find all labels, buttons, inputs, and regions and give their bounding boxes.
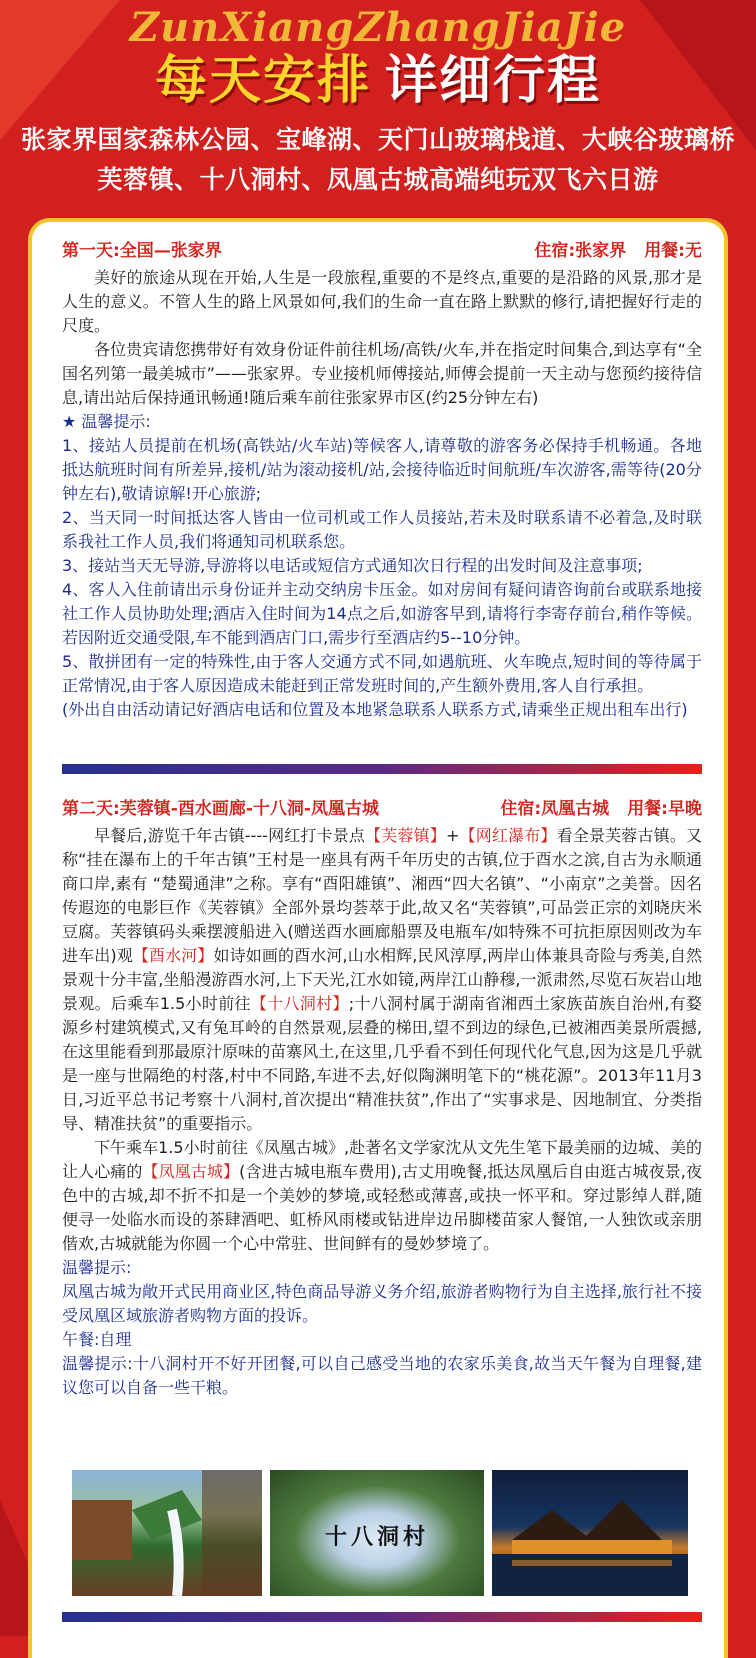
day1-tip-2: 2、当天同一时间抵达客人皆由一位司机或工作人员接站,若未及时联系请不必着急,及时联系我社工作人员,我们将通知司机联系您。	[62, 508, 702, 551]
photo-strip	[72, 1470, 688, 1596]
day1-header	[62, 236, 702, 264]
day2-header	[62, 794, 702, 822]
day1-tip-4: 4、客人入住前请出示身份证并主动交纳房卡压金。如对房间有疑问请咨询前台或联系地接社工作人员协助处理;酒店入住时间为14点之后,如游客早到,请将行李寄存前台,稍作等候。若因附近交通受限,车不能到酒店门口,需步行至酒店约5--10分钟。	[62, 580, 702, 647]
day2-morning-paragraph	[62, 824, 702, 1136]
day2-p2-text-a: 下午乘车1.5小时前往《凤凰古城》,赴著名文学家沈从文先生笔下最美丽的边城、美的让人心痛的	[62, 1138, 702, 1181]
day1-intro-paragraph: 美好的旅途从现在开始,人生是一段旅程,重要的不是终点,重要的是沿路的风景,那才是人生的意义。不管人生的路上风景如何,我们的生命一直在路上默默的修行,请把握好行走的尺度。	[62, 268, 702, 335]
day2-info	[500, 794, 702, 819]
title-yellow-part: 每天安排	[154, 51, 371, 111]
highlight-waterfall: 【网红瀑布】	[459, 826, 557, 845]
day1-tip-6: (外出自由活动请记好酒店电话和位置及本地紧急联系人联系方式,请乘坐正规出租车出行)	[62, 700, 688, 719]
title-white-part: 详细行程	[385, 51, 602, 111]
fenghuang-night-photo	[492, 1470, 688, 1596]
section-divider-2	[62, 1612, 702, 1622]
day2-p1-text-d: 如诗如画的酉水河,山水相辉,民风淳厚,两岸山体兼具奇险与秀美,自然景观十分丰富,坐船漫游酉水河,上下天光,江水如镜,两岸江山静穆,一派肃然,尽览石灰岩山地景观。后乘车1.5小时前往	[62, 946, 702, 1013]
day2-afternoon-paragraph	[62, 1136, 702, 1256]
day2-p1-text-e: ;十八洞村属于湖南省湘西土家族苗族自治州,有婺源乡村建筑模式,又有兔耳岭的自然景观,层叠的梯田,望不到边的绿色,已被湘西美景所震撼,在这里能看到那最原汁原味的苗寨风土,在这里,几乎看不到任何现代化气息,因为这是几乎就是一座与世隔绝的村落,村中不同路,车进不去,好似陶渊明笔下的“桃花源”。2013年11月3日,习近平总书记考察十八洞村,首次提出“精准扶贫”,作出了“实事求是、因地制宜、分类指导、精准扶贫”的重要指示。	[62, 994, 702, 1133]
day2-tips-text: 凤凰古城为敞开式民用商业区,特色商品导游义务介绍,旅游者购物行为自主选择,旅行社不接受凤凰区域旅游者购物方面的投诉。	[62, 1282, 702, 1325]
day2-stay: 住宿:凤凰古城	[500, 799, 610, 819]
highlight-furong-town: 【芙蓉镇】	[365, 826, 446, 845]
day1-info	[534, 236, 702, 261]
day2-title: 第二天:芙蓉镇-酉水画廊-十八洞-凤凰古城	[62, 799, 379, 819]
waterfall-illustration	[72, 1470, 262, 1596]
day2-lunch: 午餐:自理	[62, 1330, 132, 1349]
day2-p1-text-a: 早餐后,游览千年古镇----网红打卡景点	[94, 826, 366, 845]
night-town-illustration	[492, 1470, 688, 1596]
day1-arrival-paragraph: 各位贵宾请您携带好有效身份证件前往机场/高铁/火车,并在指定时间集合,到达享有“全国名列第一最美城市”——张家界。专业接机师傅接站,师傅会提前一天主动与您预约接待信息,请出站后保持通讯畅通!随后乘车前往张家界市区(约25分钟左右)	[62, 340, 702, 407]
day1-stay: 住宿:张家界	[534, 241, 627, 261]
highlight-youshui-river: 【酉水河】	[132, 946, 214, 965]
section-divider-1	[62, 764, 702, 774]
day2-tips-title: 温馨提示:	[62, 1258, 132, 1277]
day1-body	[62, 266, 702, 722]
furong-waterfall-photo	[72, 1470, 262, 1596]
subtitle-line-1: 张家界国家森林公园、宝峰湖、天门山玻璃栈道、大峡谷玻璃桥	[20, 125, 735, 154]
shibadong-caption: 十八洞村	[324, 1524, 429, 1550]
highlight-fenghuang: 【凤凰古城】	[142, 1162, 240, 1181]
day2-tips-2: 温馨提示:十八洞村开不好开团餐,可以自己感受当地的农家乐美食,故当天午餐为自理餐,建议您可以自备一些干粮。	[62, 1354, 702, 1397]
day1-tips-title: ★ 温馨提示:	[62, 412, 151, 431]
main-title	[0, 38, 756, 113]
day2-body	[62, 824, 702, 1400]
day2-p1-text-c: 看全景芙蓉古镇。又称“挂在瀑布上的千年古镇”王村是一座具有两千年历史的古镇,位于酉水之滨,自古为永顺通商口岸,素有 “楚蜀通津”之称。享有“酉阳雄镇”、湘西“四大名镇”、“小南京”之美誉。因名传遐迩的电影巨作《芙蓉镇》全部外景均荟萃于此,故又名“芙蓉镇”,可品尝正宗的刘晓庆米豆腐。芙蓉镇码头乘摆渡船进入(赠送酉水画廊船票及电瓶车/如特殊不可抗拒原因则改为车进车出)观	[62, 826, 702, 965]
day1-tip-5: 5、散拼团有一定的特殊性,由于客人交通方式不同,如遇航班、火车晚点,短时间的等待属于正常情况,由于客人原因造成未能赶到正常发班时间的,产生额外费用,客人自行承担。	[62, 652, 702, 695]
subtitle-line-2: 芙蓉镇、十八洞村、凤凰古城高端纯玩双飞六日游	[97, 165, 659, 194]
shibadong-village-photo	[270, 1470, 484, 1596]
highlight-shibadong-village: 【十八洞村】	[250, 994, 349, 1013]
decorative-pinyin-title: ZunXiangZhangJiaJie	[129, 4, 627, 51]
day2-p2-text-b: (含进古城电瓶车费用),古丈用晚餐,抵达凤凰后自由逛古城夜景,夜色中的古城,却不折不扣是一个美妙的梦境,或轻愁或薄喜,或抉一怀平和。穿过影绰人群,随便寻一处临水而设的茶肆酒吧、虹桥风雨楼或钻进岸边吊脚楼苗家人餐馆,一人独饮或亲朋偕欢,古城就能为你圆一个心中常驻、世间鲜有的曼妙梦境了。	[62, 1162, 702, 1253]
day2-meal: 用餐:早晚	[627, 799, 702, 819]
day1-title: 第一天:全国—张家界	[62, 241, 222, 261]
itinerary-card	[28, 218, 728, 1658]
day1-tip-1: 1、接站人员提前在机场(高铁站/火车站)等候客人,请尊敬的游客务必保持手机畅通。各地抵达航班时间有所差异,接机/站为滚动接机/站,会接待临近时间航班/车次游客,需等待(20分钟左右),敬请谅解!开心旅游;	[62, 436, 702, 503]
day1-tip-3: 3、接站当天无导游,导游将以电话或短信方式通知次日行程的出发时间及注意事项;	[62, 556, 643, 575]
day1-meal: 用餐:无	[644, 241, 702, 261]
day2-p1-plus: +	[445, 826, 460, 845]
